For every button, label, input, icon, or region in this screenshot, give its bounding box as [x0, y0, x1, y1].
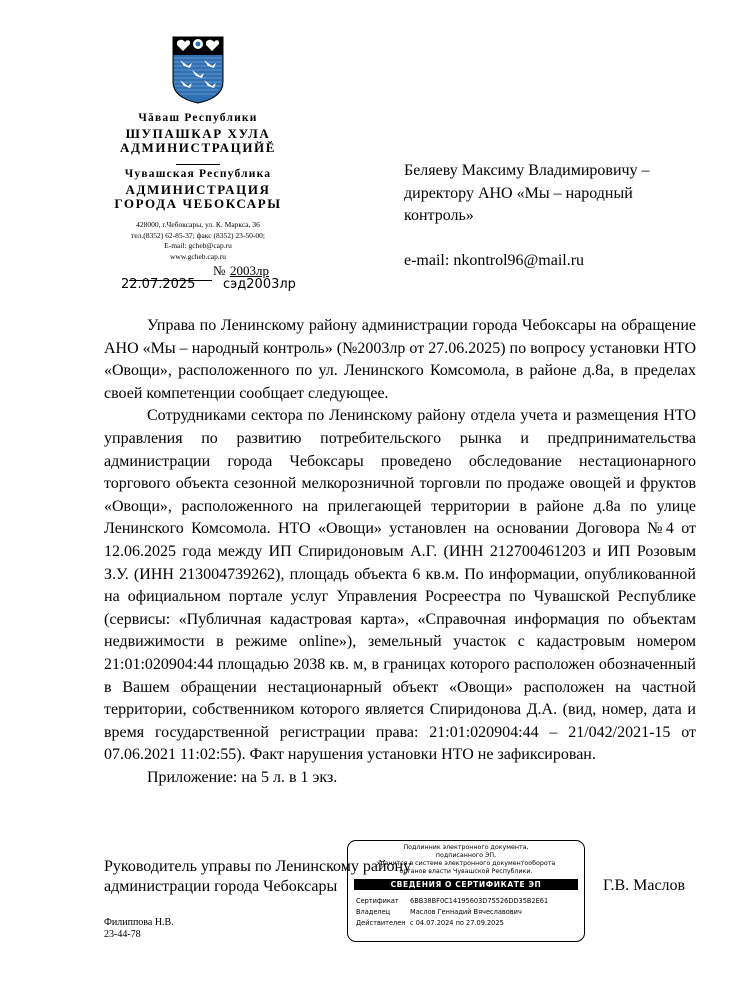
signatory-position-line2: администрации города Чебоксары	[104, 878, 338, 895]
stamp-header-line3: хранится в системе электронного документооборота	[376, 860, 556, 867]
coat-of-arms-icon	[172, 36, 224, 104]
body-paragraph: Управа по Ленинскому району администрации города Чебоксары на обращение АНО «Мы – народный контроль» (№2003лр от 27.06.2025) по вопросу установки НТО «Овощи», расположенного по ул. Ленинского Комсомола, в районе д.8а, в пределах своей компетенции сообщает следующее.	[104, 317, 696, 402]
registration-number: 2003лр	[230, 263, 269, 278]
letterhead-phones: тел.(8352) 62-85-37; факс (8352) 23-50-00;	[131, 230, 265, 240]
stamp-row-certificate	[356, 896, 584, 907]
addressee-line2: директору АНО «Мы – народный	[404, 184, 633, 202]
performer-info	[104, 917, 174, 941]
performer-name: Филиппова Н.В.	[104, 917, 174, 928]
signatory-name: Г.В. Маслов	[603, 877, 686, 894]
stamp-details	[356, 896, 584, 929]
stamp-row-validity	[356, 918, 584, 929]
performer-phone: 23-44-78	[104, 929, 141, 940]
stamp-header	[348, 844, 584, 876]
stamp-row-owner	[356, 907, 584, 918]
addressee-email: e-mail: nkontrol96@mail.ru	[404, 252, 585, 269]
addressee-line1: Беляеву Максиму Владимировичу –	[404, 162, 650, 179]
registration-number-label: №	[213, 263, 226, 278]
letterhead-contacts	[100, 220, 296, 262]
russian-republic-label: Чувашская Республика	[124, 168, 272, 180]
chuvash-admin-line2: АДМИНИСТРАЦИЙĔ	[119, 140, 277, 155]
stamp-header-line4: органов власти Чувашской Республики.	[399, 868, 533, 875]
body-paragraph: Сотрудниками сектора по Ленинскому району отдела учета и размещения НТО управления по развитию потребительского рынка и предпринимательства администрации города Чебоксары проведено обследование нестационарного торгового объекта сезонной мелкорозничной торговли по продаже овощей и фруктов «Овощи», расположенного на прилегающей территории в районе д.8а по улице Ленинского Комсомола. НТО «Овощи» установлен на основании Договора №4 от 12.06.2025 года между ИП Спиридоновым А.Г. (ИНН 212700461203 и ИП Розовым З.У. (ИНН 213004739262), площадь объекта 6 кв.м. По информации, опубликованной на официальном портале услуг Управления Росреестра по Чувашской Республике (сервисы: «Публичная кадастровая карта», «Справочная информация по объектам недвижимости в режиме online»), земельный участок с кадастровым номером 21:01:020904:44 площадью 2038 кв. м, в границах которого расположен обозначенный в Вашем обращении нестационарный объект «Овощи» расположен на частной территории, собственником которого является Спиридонова Д.А. (вид, номер, дата и время государственной регистрации права: 21:01:020904:44 – 21/042/2021-15 от 07.06.2021 11:02:55). Факт нарушения установки НТО не зафиксирован.	[104, 407, 696, 764]
stamp-label: Сертификат	[356, 897, 399, 905]
stamp-value: Маслов Геннадий Вячеславович	[410, 908, 522, 916]
signatory-position-line1: Руководитель управы по Ленинскому району	[104, 858, 412, 875]
letterhead-address: 428000, г.Чебоксары, ул. К. Маркса, 36	[136, 220, 260, 229]
addressee-line3: контроль»	[404, 207, 474, 224]
russian-admin-line1: АДМИНИСТРАЦИЯ	[125, 182, 271, 197]
letterhead-email: E-mail: gcheb@cap.ru	[164, 241, 232, 250]
stamp-header-line2: подписанного ЭП,	[435, 852, 497, 859]
stamp-label: Действителен	[356, 919, 406, 927]
letterhead-website: www.gcheb.cap.ru	[170, 251, 226, 261]
chuvash-admin-line1: ШУПАШКАР ХУЛА	[125, 126, 271, 141]
stamp-value: 6BB38BF0C14195603D75526DD35B2E61	[410, 897, 549, 905]
attachment-note: Приложение: на 5 л. в 1 экз.	[147, 768, 338, 786]
stamp-title: СВЕДЕНИЯ О СЕРТИФИКАТЕ ЭП	[354, 879, 578, 890]
stamp-header-line1: Подлинник электронного документа,	[403, 844, 529, 851]
letter-body	[104, 315, 696, 789]
stamp-label: Владелец	[356, 908, 391, 916]
electronic-signature-stamp	[347, 840, 585, 942]
russian-admin-name	[100, 183, 296, 211]
russian-admin-line2: ГОРОДА ЧЕБОКСАРЫ	[114, 196, 282, 211]
addressee-block	[404, 160, 704, 273]
stamp-value: с 04.07.2024 по 27.09.2025	[410, 919, 504, 927]
chuvash-republic-label: Чăваш Республики	[138, 112, 258, 124]
chuvash-admin-name	[100, 127, 296, 155]
header-divider	[176, 164, 220, 165]
sed-number: сэд2003лр	[223, 277, 296, 292]
registration-date: 22.07.2025	[121, 277, 196, 292]
